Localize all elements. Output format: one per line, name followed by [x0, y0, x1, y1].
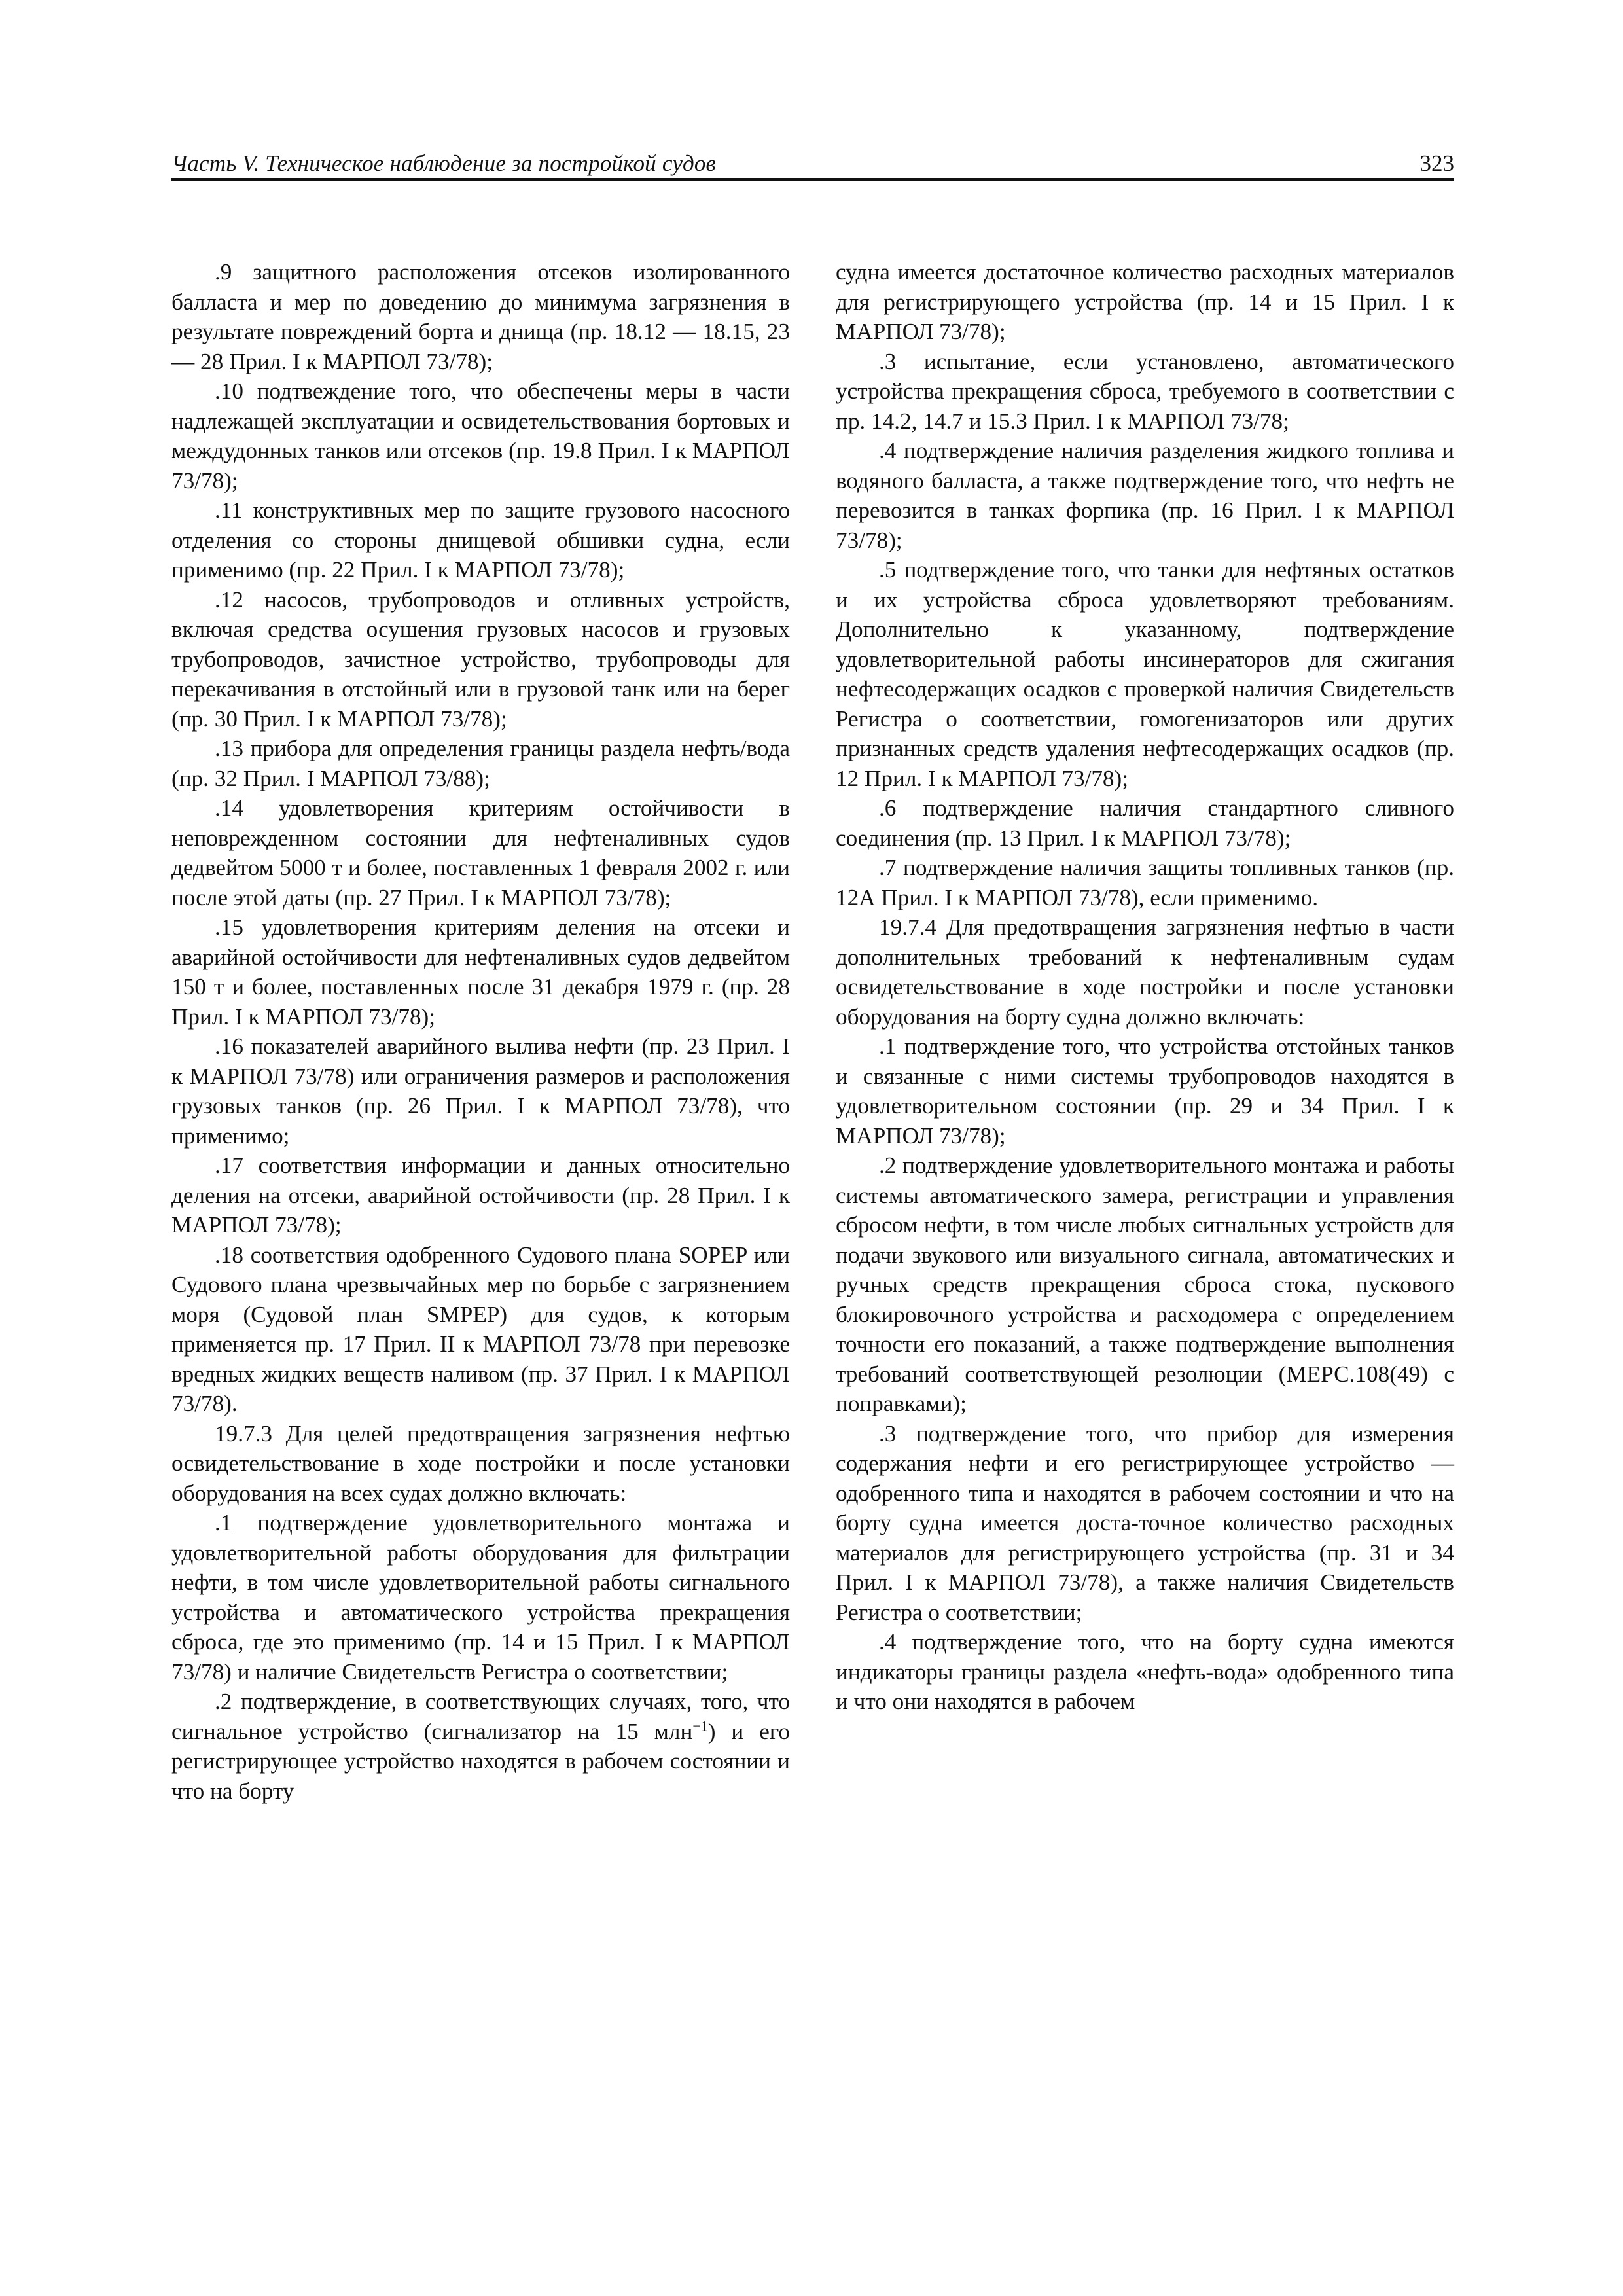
paragraph: .1 подтверждение удовлетворительного монтажа и удовлетворительной работы оборудования для фильтрации нефти, в том числе удовлетворительной работы сигнального устройства и автоматического устройства прекращения сброса, где это применимо (пр. 14 и 15 Прил. I к МАРПОЛ 73/78) и наличие Свидетельств Регистра о соответствии;	[171, 1510, 790, 1685]
paragraph: .17 соответствия информации и данных относительно деления на отсеки, аварийной остойчивости (пр. 28 Прил. I к МАРПОЛ 73/78);	[171, 1153, 790, 1238]
right-column	[836, 257, 1454, 1717]
paragraph: .11 конструктивных мер по защите грузового насосного отделения со стороны днищевой обшивки судна, если применимо (пр. 22 Прил. I к МАРПОЛ 73/78);	[171, 497, 790, 583]
paragraph-continuation: судна имеется достаточное количество расходных материалов для регистрирующего устройства (пр. 14 и 15 Прил. I к МАРПОЛ 73/78);	[836, 259, 1454, 344]
paragraph: .14 удовлетворения критериям остойчивости в неповрежденном состоянии для нефтеналивных судов дедвейтом 5000 т и более, поставленных 1 февраля 2002 г. или после этой даты (пр. 27 Прил. I к МАРПОЛ 73/78);	[171, 795, 790, 910]
running-title: Часть V. Техническое наблюдение за постройкой судов	[171, 151, 716, 176]
paragraph: .2 подтверждение удовлетворительного монтажа и работы системы автоматического замера, регистрации и управления сбросом нефти, в том числе любых сигнальных устройств для подачи звукового или визуального сигнала, автоматических и ручных средств прекращения сброса стока, пускового блокировочного устройства и расходомера с определением точности его показаний, а также подтверждение выполнения требований соответствующей резолюции (МЕРС.108(49) с поправками);	[836, 1153, 1454, 1416]
paragraph: .15 удовлетворения критериям деления на отсеки и аварийной остойчивости для нефтеналивных судов дедвейтом 150 т и более, поставленных после 31 декабря 1979 г. (пр. 28 Прил. I к МАРПОЛ 73/78);	[171, 914, 790, 1030]
superscript: −1	[692, 1717, 708, 1734]
paragraph: .4 подтверждение того, что на борту судна имеются индикаторы границы раздела «нефть-вода» одобренного типа и что они находятся в рабочем	[836, 1629, 1454, 1714]
text-span: .2 подтверждение, в соответствующих случаях, того, что сигнальное устройство (сигнализатор на 15 млн	[171, 1689, 790, 1744]
page-header	[171, 145, 1454, 179]
paragraph: .13 прибора для определения границы раздела нефть/вода (пр. 32 Прил. I МАРПОЛ 73/88);	[171, 736, 790, 791]
paragraph: .4 подтверждение наличия разделения жидкого топлива и водяного балласта, а также подтверждение того, что нефть не перевозится в танках форпика (пр. 16 Прил. I к МАРПОЛ 73/78);	[836, 438, 1454, 553]
paragraph: .5 подтверждение того, что танки для нефтяных остатков и их устройства сброса удовлетворяют требованиям. Дополнительно к указанному, подтверждение удовлетворительной работы инсинераторов для сжигания нефтесодержащих осадков с проверкой наличия Свидетельств Регистра о соответствии, гомогенизаторов или других признанных средств удаления нефтесодержащих осадков (пр. 12 Прил. I к МАРПОЛ 73/78);	[836, 557, 1454, 791]
paragraph: .6 подтверждение наличия стандартного сливного соединения (пр. 13 Прил. I к МАРПОЛ 73/78);	[836, 795, 1454, 851]
paragraph: .3 подтверждение того, что прибор для измерения содержания нефти и его регистрирующее устройство — одобренного типа и находятся в рабочем состоянии и что на борту судна имеется доста-точное количество расходных материалов для регистрирующего устройства (пр. 31 и 34 Прил. I к МАРПОЛ 73/78), а также наличия Свидетельств Регистра о соответствии;	[836, 1420, 1454, 1625]
paragraph: .9 защитного расположения отсеков изолированного балласта и мер по доведению до минимума загрязнения в результате повреждений борта и днища (пр. 18.12 — 18.15, 23 — 28 Прил. I к МАРПОЛ 73/78);	[171, 259, 790, 374]
text-span: ) и его регистрирующее устройство находятся в рабочем состоянии и что на борту	[171, 1718, 790, 1804]
header-rule	[171, 178, 1454, 181]
paragraph: 19.7.3 Для целей предотвращения загрязнения нефтью освидетельствование в ходе постройки и после установки оборудования на всех судах должно включать:	[171, 1420, 790, 1506]
paragraph: .16 показателей аварийного вылива нефти (пр. 23 Прил. I к МАРПОЛ 73/78) или ограничения размеров и расположения грузовых танков (пр. 26 Прил. I к МАРПОЛ 73/78), что применимо;	[171, 1033, 790, 1149]
paragraph: .7 подтверждение наличия защиты топливных танков (пр. 12А Прил. I к МАРПОЛ 73/78), если применимо.	[836, 855, 1454, 910]
paragraph: .18 соответствия одобренного Судового плана SOPEP или Судового плана чрезвычайных мер по борьбе с загрязнением моря (Судовой план SMPEP) для судов, к которым применяется пр. 17 Прил. II к МАРПОЛ 73/78 при перевозке вредных жидких веществ наливом (пр. 37 Прил. I к МАРПОЛ 73/78).	[171, 1242, 790, 1416]
page-number: 323	[1419, 151, 1454, 176]
paragraph-with-superscript	[171, 1687, 790, 1806]
paragraph: .10 подтвеждение того, что обеспечены меры в части надлежащей эксплуатации и освидетельствования бортовых и междудонных танков или отсеков (пр. 19.8 Прил. I к МАРПОЛ 73/78);	[171, 378, 790, 493]
paragraph: 19.7.4 Для предотвращения загрязнения нефтью в части дополнительных требований к нефтеналивным судам освидетельствование в ходе постройки и после установки оборудования на борту судна должно включать:	[836, 914, 1454, 1030]
left-column	[171, 257, 790, 1806]
paragraph: .1 подтверждение того, что устройства отстойных танков и связанные с ними системы трубопроводов находятся в удовлетворительном состоянии (пр. 29 и 34 Прил. I к МАРПОЛ 73/78);	[836, 1033, 1454, 1149]
paragraph: .3 испытание, если установлено, автоматического устройства прекращения сброса, требуемого в соответствии с пр. 14.2, 14.7 и 15.3 Прил. I к МАРПОЛ 73/78;	[836, 348, 1454, 434]
paragraph: .12 насосов, трубопроводов и отливных устройств, включая средства осушения грузовых насосов и грузовых трубопроводов, зачистное устройство, трубопроводы для перекачивания в отстойный или в грузовой танк или на берег (пр. 30 Прил. I к МАРПОЛ 73/78);	[171, 586, 790, 732]
